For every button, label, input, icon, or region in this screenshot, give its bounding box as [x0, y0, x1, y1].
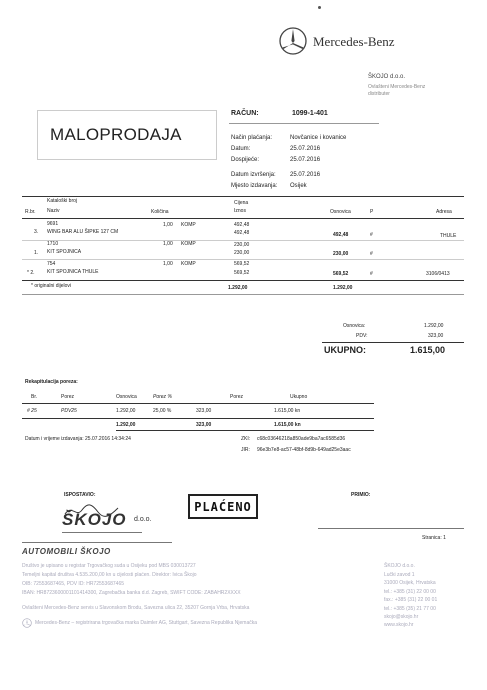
totals-pdv-value: 323,00 [428, 333, 444, 339]
item-p: # [370, 251, 373, 257]
totals-osnovica-value: 1.292,00 [424, 323, 444, 329]
recap-title: Rekapitulacija poreza: [25, 379, 78, 385]
paid-stamp [188, 494, 258, 519]
item-code: 1710 [47, 241, 59, 247]
stamp-company-suffix: d.o.o. [134, 516, 152, 523]
recap-col-ukupno: Ukupno [290, 394, 308, 400]
paid-stamp-text: PLAĆENO [194, 499, 252, 514]
dealer-line-2: distributer [368, 91, 390, 97]
footer-bottom-line-1: Ovlašteni Mercedes-Benz servis u Slavonskom Brodu, Savezna ulica 22, 35207 Gornja Vrba, Hrvatska [22, 605, 250, 611]
recap-row-porez-amt: 323,00 [196, 408, 212, 414]
row-rule [22, 240, 464, 241]
dealer-line-1: Ovlašteni Mercedes-Benz [368, 84, 426, 90]
item-code: 754 [47, 261, 56, 267]
info-divider [229, 123, 379, 124]
zki-value: c68c03646218a850ade9ba7ac6585d36 [257, 436, 346, 442]
item-price: 230,00 [234, 242, 250, 248]
col-osnovica: Osnovica [330, 209, 351, 215]
recap-row-ukupno: 1.615,00 kn [274, 408, 301, 414]
footer-left-line: OIB: 72553687465, PDV ID: HR72553687465 [22, 581, 125, 587]
jir-value: 96e3b7e8-ac57-48bf-8d9b-649ad25e3aac [257, 447, 351, 453]
footer-right-line: 31000 Osijek, Hrvatska [384, 580, 436, 586]
footer-left-line: IBAN: HR8723600001101414300, Zagrebačka banka d.d. Zagreb, SWIFT CODE: ZABAHR2XXXX [22, 590, 241, 596]
company-stamp [58, 504, 170, 544]
table-top-rule [22, 196, 464, 197]
info-label: Datum: [231, 146, 251, 152]
info-value: Osijek [290, 183, 307, 189]
col-iznos: Iznos [234, 208, 246, 214]
item-price: 569,52 [234, 261, 250, 267]
col-cijena: Cijena [234, 200, 249, 206]
item-osnovica: 569,52 [333, 271, 349, 277]
recap-sum-osnovica: 1.292,00 [116, 422, 136, 428]
item-rbr: 3. [34, 229, 39, 235]
totals-rule [322, 342, 464, 343]
info-label: Način plaćanja: [231, 135, 273, 141]
item-code: 9691 [47, 221, 59, 227]
racun-value: 1099-1-401 [292, 110, 328, 117]
recap-col-porez-amt: Porez [230, 394, 244, 400]
original-parts-note: * originalni dijelovi [31, 283, 72, 289]
info-value: 25.07.2016 [290, 146, 321, 152]
table-sum-amount: 1.292,00 [228, 285, 248, 291]
item-adresa: 3106/0413 [426, 271, 450, 277]
totals-ukupno-label: UKUPNO: [324, 345, 366, 355]
table-bottom-rule [22, 280, 464, 281]
recap-col-osnovica: Osnovica [116, 394, 137, 400]
info-label: Dospijeće: [231, 157, 260, 163]
item-osnovica: 492,48 [333, 232, 349, 238]
footer-right-line: skojo@skojo.hr [384, 614, 419, 620]
col-kolicina: Količina [151, 209, 169, 215]
item-qty: 1,00 [163, 222, 173, 228]
recap-col-br: Br. [31, 394, 38, 400]
info-value: 25.07.2016 [290, 172, 321, 178]
item-name: WING BAR ALU ŠIPKE 127 CM [47, 229, 119, 235]
table-sum-rule [22, 294, 464, 295]
zki-label: ZKI: [241, 436, 251, 442]
col-p: P [370, 209, 374, 215]
item-unit: KOMP [181, 222, 196, 228]
footer-left-line: Temeljni kapital društva 4.535.200,00 kn u cijelosti plaćen. Direktor: Ivica Škojo [22, 572, 197, 578]
footer-right-line: tel.: +385 (35) 21 77 00 [384, 606, 436, 612]
footer-right-line: Lučki zavod 1 [384, 572, 415, 578]
footer-brand: AUTOMOBILI ŠKOJO [22, 547, 111, 556]
page-number: Stranica: 1 [422, 535, 446, 541]
item-rbr: 1. [34, 250, 39, 256]
footer-right-line: ŠKOJO d.o.o. [384, 563, 415, 569]
recap-col-porez-pct: Porez % [153, 394, 172, 400]
item-osnovica: 230,00 [333, 251, 349, 257]
footer-right-line: tel.: +385 (31) 22 00 00 [384, 589, 436, 595]
recap-row-rule [22, 418, 374, 419]
col-katalog: Kataloški broj [47, 198, 78, 204]
recap-row-br: # 25 [27, 408, 37, 414]
doc-title-box [37, 110, 217, 160]
ispostavio-label: ISPOSTAVIO: [64, 492, 96, 498]
recap-row-pct: 25,00 % [153, 408, 172, 414]
item-amount: 569,52 [234, 270, 250, 276]
item-price: 492,48 [234, 222, 250, 228]
item-qty: 1,00 [163, 241, 173, 247]
jir-label: JIR: [241, 447, 250, 453]
doc-title: MALOPRODAJA [50, 125, 182, 144]
recap-sum-rule [116, 430, 374, 431]
table-header-rule [22, 218, 464, 219]
item-name: KIT SPOJNICA THULE [47, 269, 99, 275]
company-name: ŠKOJO d.o.o. [368, 74, 406, 80]
recap-col-porez: Porez [61, 394, 75, 400]
brand-name: Mercedes-Benz [313, 34, 395, 49]
item-amount: 492,48 [234, 230, 250, 236]
col-adresa: Adresa [436, 209, 452, 215]
info-value: 25.07.2016 [290, 157, 321, 163]
item-p: # [370, 271, 373, 277]
recap-row-porez: PDV25 [61, 408, 77, 414]
recap-sum-porez: 323,00 [196, 422, 212, 428]
mercedes-star-small-icon [22, 618, 32, 628]
row-rule [22, 259, 464, 260]
info-value: Novčanice i kovanice [290, 135, 347, 141]
item-unit: KOMP [181, 241, 196, 247]
table-sum-osnovica: 1.292,00 [333, 285, 353, 291]
recap-sum-ukupno: 1.615,00 kn [274, 422, 301, 428]
issue-datetime: Datum i vrijeme izdavanja: 25.07.2016 14:34:24 [25, 436, 131, 442]
item-unit: KOMP [181, 261, 196, 267]
recap-header-rule [22, 403, 374, 404]
ispostavio-sign-line [22, 542, 172, 543]
item-adresa: THULE [440, 233, 457, 239]
info-label: Datum izvršenja: [231, 172, 276, 178]
footer-left-line: Društvo je upisano u registar Trgovačkog suda u Osijeku pod MBS 030013727 [22, 563, 196, 569]
item-p: # [370, 232, 373, 238]
col-rbr: R.br. [25, 209, 36, 215]
primio-sign-line [318, 528, 464, 529]
col-naziv: Naziv [47, 208, 60, 214]
totals-ukupno-value: 1.615,00 [410, 345, 446, 355]
top-dot [318, 6, 321, 9]
primio-label: PRIMIO: [351, 492, 371, 498]
info-label: Mjesto izdavanja: [231, 183, 278, 189]
mercedes-star-logo [278, 26, 308, 56]
recap-row-osnovica: 1.292,00 [116, 408, 136, 414]
footer-right-line: fax.: +385 (31) 22 00 01 [384, 597, 438, 603]
footer-bottom-line-2: Mercedes-Benz – registrirana trgovačka marka Daimler AG, Stuttgart, Savezna Republika Njemačka [35, 620, 258, 626]
footer-right-line: www.skojo.hr [384, 622, 414, 628]
racun-label: RAČUN: [231, 110, 259, 117]
stamp-details [62, 532, 142, 541]
totals-osnovica-label: Osnovica: [343, 323, 366, 329]
item-name: KIT SPOJNICA [47, 249, 82, 255]
item-rbr: * 2. [27, 270, 35, 276]
totals-pdv-label: PDV: [356, 333, 368, 339]
stamp-company-name: ŠKOJO [62, 510, 127, 529]
item-amount: 230,00 [234, 250, 250, 256]
item-qty: 1,00 [163, 261, 173, 267]
